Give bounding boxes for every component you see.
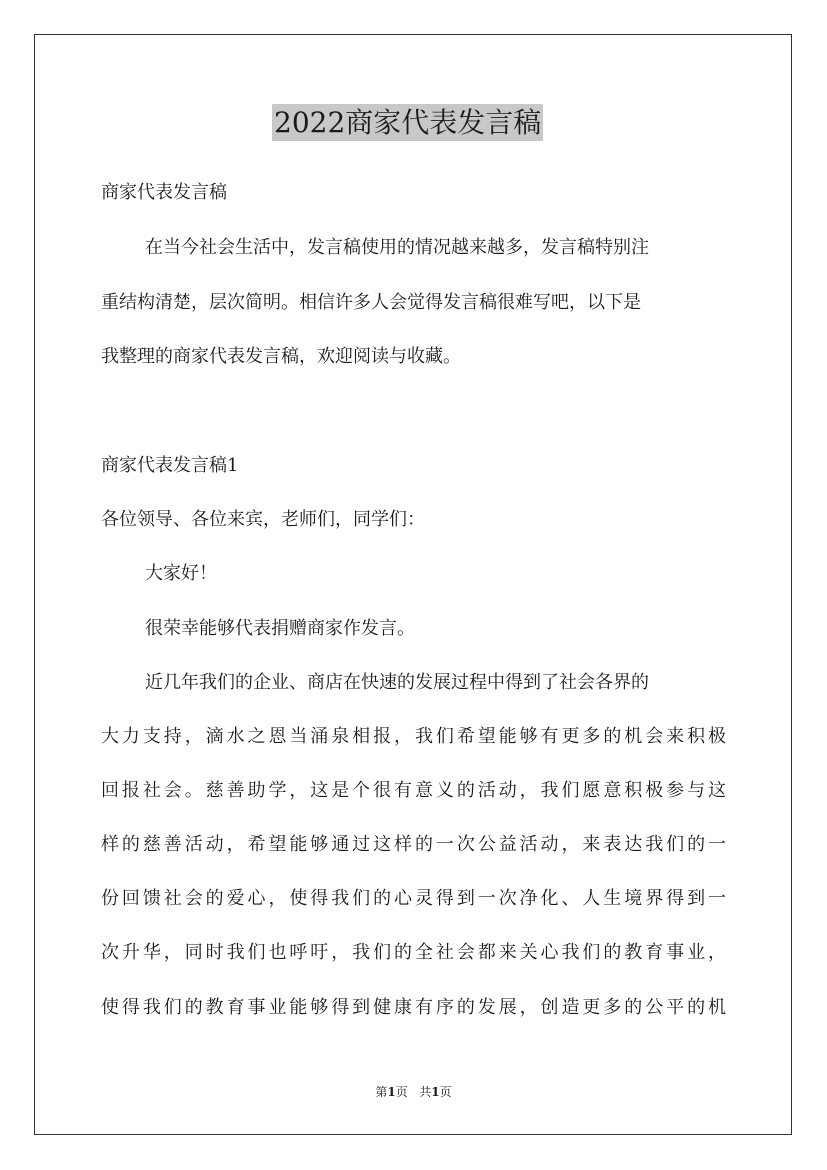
page-footer — [0, 1084, 827, 1100]
section-heading: 商家代表发言稿1 — [101, 455, 239, 476]
total-pages: 1 — [431, 1085, 440, 1099]
body-line: 样的慈善活动，希望能够通过这样的一次公益活动，来表达我们的一 — [101, 834, 726, 855]
body-line: 近几年我们的企业、商店在快速的发展过程中得到了社会各界的 — [145, 672, 649, 693]
salutation: 各位领导、各位来宾，老师们，同学们： — [101, 509, 425, 530]
opening-line: 很荣幸能够代表捐赠商家作发言。 — [145, 618, 415, 639]
page-number: 1 — [387, 1085, 396, 1099]
body-line: 份回馈社会的爱心，使得我们的心灵得到一次净化、人生境界得到一 — [101, 888, 726, 909]
intro-line: 重结构清楚，层次简明。相信许多人会觉得发言稿很难写吧，以下是 — [101, 292, 641, 313]
body-line: 大力支持，滴水之恩当涌泉相报，我们希望能够有更多的机会来积极 — [101, 726, 726, 747]
page-prefix: 第 — [375, 1085, 388, 1099]
body-line: 回报社会。慈善助学，这是个很有意义的活动，我们愿意积极参与这 — [101, 780, 726, 801]
greeting: 大家好！ — [145, 563, 217, 584]
total-prefix: 共 — [419, 1085, 432, 1099]
total-suffix: 页 — [439, 1085, 452, 1099]
document-subtitle: 商家代表发言稿 — [101, 182, 227, 203]
page-suffix: 页 — [395, 1085, 408, 1099]
intro-line: 在当今社会生活中，发言稿使用的情况越来越多，发言稿特别注 — [145, 237, 649, 258]
body-line: 使得我们的教育事业能够得到健康有序的发展，创造更多的公平的机 — [101, 997, 726, 1018]
document-title: 2022商家代表发言稿 — [274, 106, 542, 139]
body-line: 次升华，同时我们也呼吁，我们的全社会都来关心我们的教育事业， — [101, 942, 726, 963]
intro-line: 我整理的商家代表发言稿，欢迎阅读与收藏。 — [101, 346, 461, 367]
